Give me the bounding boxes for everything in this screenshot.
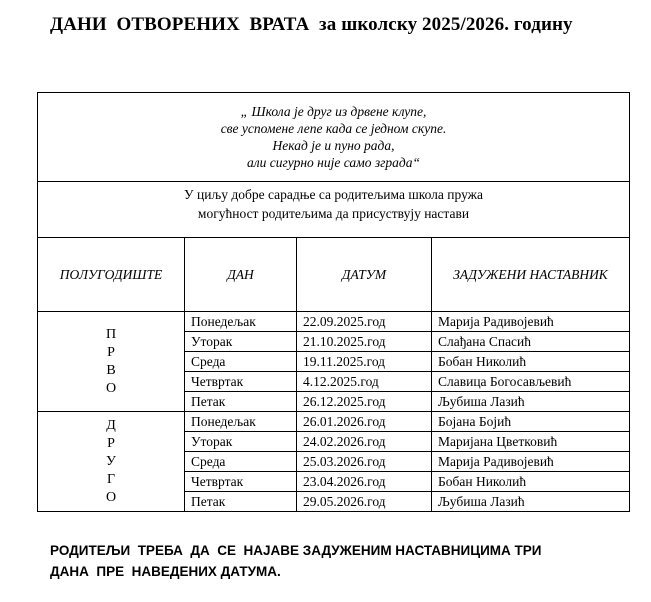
day-cell: Среда — [185, 452, 297, 472]
semester-letter: О — [105, 489, 117, 505]
date-cell: 26.01.2026.год — [297, 412, 432, 432]
parents-notice — [50, 540, 630, 582]
intro-cell — [38, 182, 630, 238]
semester-first — [38, 312, 185, 412]
teacher-cell: Бојана Бојић — [432, 412, 630, 432]
date-cell: 22.09.2025.год — [297, 312, 432, 332]
header-row — [38, 238, 630, 312]
day-cell: Петак — [185, 492, 297, 512]
semester-letter: У — [106, 453, 116, 469]
intro-row — [38, 182, 630, 238]
date-cell: 19.11.2025.год — [297, 352, 432, 372]
date-cell: 29.05.2026.год — [297, 492, 432, 512]
header-teacher: ЗАДУЖЕНИ НАСТАВНИК — [432, 238, 630, 312]
date-cell: 25.03.2026.год — [297, 452, 432, 472]
page-title: ДАНИ ОТВОРЕНИХ ВРАТА за школску 2025/2026. годину — [50, 14, 573, 35]
semester-letter: Г — [106, 471, 116, 487]
semester-letter: Р — [107, 344, 115, 360]
day-cell: Уторак — [185, 432, 297, 452]
table-row — [38, 312, 630, 332]
semester-letter: О — [105, 380, 117, 396]
day-cell: Понедељак — [185, 312, 297, 332]
notice-line: ДАНА ПРЕ НАВЕДЕНИХ ДАТУМА. — [50, 564, 281, 579]
semester-second — [38, 412, 185, 512]
day-cell: Среда — [185, 352, 297, 372]
day-cell: Понедељак — [185, 412, 297, 432]
teacher-cell: Љубиша Лазић — [432, 392, 630, 412]
header-day: ДАН — [185, 238, 297, 312]
notice-line: РОДИТЕЉИ ТРЕБА ДА СЕ НАЈАВЕ ЗАДУЖЕНИМ НАСТАВНИЦИМА ТРИ — [50, 543, 542, 558]
date-cell: 21.10.2025.год — [297, 332, 432, 352]
teacher-cell: Славица Богосављевић — [432, 372, 630, 392]
intro-line: У циљу добре сарадње са родитељима школа пружа — [184, 187, 483, 202]
day-cell: Четвртак — [185, 372, 297, 392]
quote-row — [38, 93, 630, 182]
day-cell: Уторак — [185, 332, 297, 352]
teacher-cell: Бобан Николић — [432, 352, 630, 372]
teacher-cell: Бобан Николић — [432, 472, 630, 492]
teacher-cell: Љубиша Лазић — [432, 492, 630, 512]
semester-letter: Р — [107, 435, 115, 451]
quote-line: Некад је и пуно рада, — [272, 138, 395, 153]
date-cell: 4.12.2025.год — [297, 372, 432, 392]
teacher-cell: Марија Радивојевић — [432, 312, 630, 332]
open-days-table — [37, 92, 630, 512]
table-row — [38, 412, 630, 432]
semester-letter: П — [105, 326, 117, 342]
teacher-cell: Марија Радивојевић — [432, 452, 630, 472]
day-cell: Петак — [185, 392, 297, 412]
intro-line: могућност родитељима да присуствују настави — [197, 206, 470, 221]
day-cell: Четвртак — [185, 472, 297, 492]
date-cell: 26.12.2025.год — [297, 392, 432, 412]
date-cell: 24.02.2026.год — [297, 432, 432, 452]
teacher-cell: Слађана Спасић — [432, 332, 630, 352]
teacher-cell: Маријана Цветковић — [432, 432, 630, 452]
quote-line: али сигурно није само зграда“ — [247, 155, 420, 170]
semester-letter: Д — [106, 417, 116, 433]
quote-line: „ Школа је друг из дрвене клупе, — [240, 104, 427, 119]
quote-line: све успомене лепе када се једном скупе. — [220, 121, 447, 136]
header-semester: ПОЛУГОДИШТЕ — [38, 238, 185, 312]
semester-letter: В — [106, 362, 116, 378]
header-date: ДАТУМ — [297, 238, 432, 312]
date-cell: 23.04.2026.год — [297, 472, 432, 492]
quote-cell — [38, 93, 630, 182]
